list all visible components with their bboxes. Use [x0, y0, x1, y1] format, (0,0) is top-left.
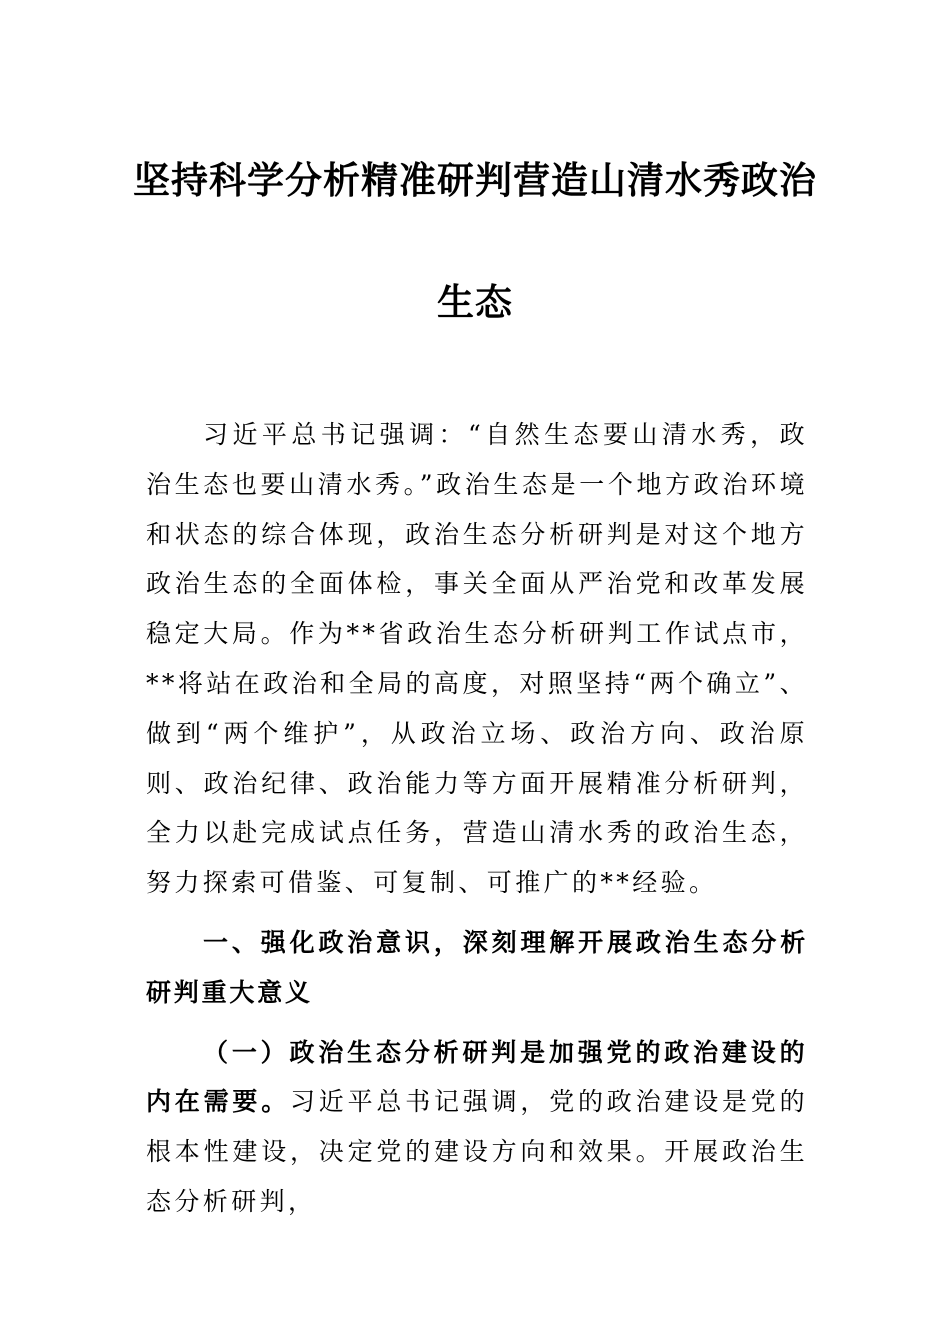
subsection-text-1: 习近平总书记强调，党的政治建设是党的根本性建设，决定党的建设方向和效果。开展政治生态分析研判，: [146, 1087, 808, 1216]
document-body: [146, 410, 808, 1227]
subsection-heading-1: （一）政治生态分析研判是加强党的政治建设的内在需要。: [146, 1037, 808, 1117]
section-heading-1: 一、强化政治意识，深刻理解开展政治生态分析研判重大意义: [146, 927, 808, 1007]
subsection-paragraph-1: [146, 1028, 808, 1227]
document-title-line-2: 生态: [437, 280, 513, 324]
intro-paragraph: 习近平总书记强调：“自然生态要山清水秀，政治生态也要山清水秀。”政治生态是一个地方政治环境和状态的综合体现，政治生态分析研判是对这个地方政治生态的全面体检，事关全面从严治党和改革发展稳定大局。作为**省政治生态分析研判工作试点市，**将站在政治和全局的高度，对照坚持“两个确立”、做到“两个维护”，从政治立场、政治方向、政治原则、政治纪律、政治能力等方面开展精准分析研判，全力以赴完成试点任务，营造山清水秀的政治生态，努力探索可借鉴、可复制、可推广的**经验。: [146, 420, 808, 898]
document-title-line-1: 坚持科学分析精准研判营造山清水秀政治: [133, 158, 817, 202]
